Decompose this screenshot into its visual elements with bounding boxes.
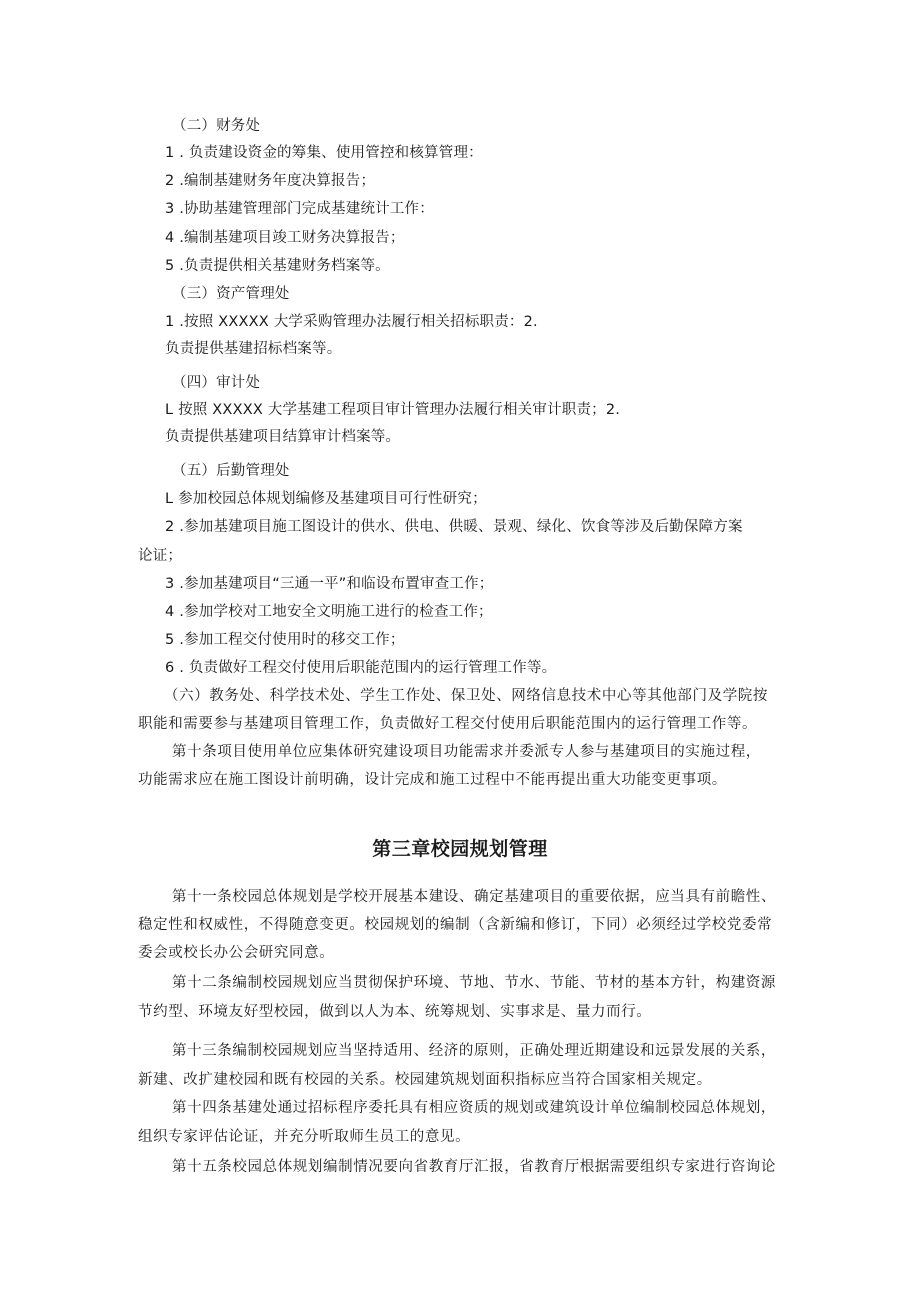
logistics-item-6: 6 . 负责做好工程交付使用后职能范围内的运行管理工作等。 [165, 660, 557, 676]
article-11-line-2: 稳定性和权威性，不得随意变更。校园规划的编制（含新编和修订，下同）必须经过学校党委常 [138, 917, 773, 933]
logistics-item-2: 2 .参加基建项目施工图设计的供水、供电、供暖、景观、绿化、饮食等涉及后勤保障方案 [165, 519, 743, 535]
section-finance-title: （二）财务处 [172, 118, 261, 134]
assets-line-1: 1 .按照 XXXXX 大学采购管理办法履行相关招标职责：2. [165, 314, 538, 330]
logistics-item-5: 5 .参加工程交付使用时的移交工作； [165, 632, 405, 648]
finance-item-2: 2 .编制基建财务年度决算报告； [165, 173, 376, 189]
logistics-item-2-cont: 论证； [138, 548, 183, 564]
logistics-item-1: L 参加校园总体规划编修及基建项目可行性研究； [165, 491, 487, 507]
article-12-line-2: 节约型、环境友好型校园，做到以人为本、统筹规划、实事求是、量力而行。 [138, 1004, 652, 1020]
article-14-line-2: 组织专家评估论证，并充分听取师生员工的意见。 [138, 1129, 471, 1145]
finance-item-4: 4 .编制基建项目竣工财务决算报告； [165, 230, 405, 246]
section-assets-title: （三）资产管理处 [172, 286, 290, 302]
article-10-line-2: 功能需求应在施工图设计前明确，设计完成和施工过程中不能再提出重大功能变更事项。 [138, 772, 727, 788]
finance-item-3: 3 .协助基建管理部门完成基建统计工作： [165, 201, 434, 217]
article-15-line-1: 第十五条校园总体规划编制情况要向省教育厅汇报，省教育厅根据需要组织专家进行咨询论 [172, 1159, 776, 1175]
audit-line-2: 负责提供基建项目结算审计档案等。 [165, 429, 401, 445]
finance-item-1: 1 . 负责建设资金的筹集、使用管控和核算管理： [165, 145, 483, 161]
section-others-line-2: 职能和需要参与基建项目管理工作，负责做好工程交付使用后职能范围内的运行管理工作等。 [138, 716, 758, 732]
audit-line-1: L 按照 XXXXX 大学基建工程项目审计管理办法履行相关审计职责；2. [165, 402, 621, 418]
finance-item-5: 5 .负责提供相关基建财务档案等。 [165, 258, 390, 274]
chapter-3-title: 第三章校园规划管理 [372, 838, 548, 860]
article-10-line-1: 第十条项目使用单位应集体研究建设项目功能需求并委派专人参与基建项目的实施过程， [172, 744, 761, 760]
section-others-line-1: （六）教务处、科学技术处、学生工作处、保卫处、网络信息技术中心等其他部门及学院按 [164, 688, 768, 704]
section-logistics-title: （五）后勤管理处 [172, 463, 290, 479]
article-13-line-1: 第十三条编制校园规划应当坚持适用、经济的原则，正确处理近期建设和远景发展的关系， [172, 1043, 776, 1059]
article-14-line-1: 第十四条基建处通过招标程序委托具有相应资质的规划或建筑设计单位编制校园总体规划， [172, 1100, 776, 1116]
logistics-item-3: 3 .参加基建项目“三通一平”和临设布置审查工作； [165, 576, 494, 592]
section-audit-title: （四）审计处 [172, 375, 261, 391]
logistics-item-4: 4 .参加学校对工地安全文明施工进行的检查工作； [165, 604, 493, 620]
article-11-line-3: 委会或校长办公会研究同意。 [138, 945, 335, 961]
article-13-line-2: 新建、改扩建校园和既有校园的关系。校园建筑规划面积指标应当符合国家相关规定。 [138, 1072, 712, 1088]
article-12-line-1: 第十二条编制校园规划应当贯彻保护环境、节地、节水、节能、节材的基本方针，构建资源 [172, 975, 776, 991]
article-11-line-1: 第十一条校园总体规划是学校开展基本建设、确定基建项目的重要依据，应当具有前瞻性、 [172, 889, 776, 905]
assets-line-2: 负责提供基建招标档案等。 [165, 341, 342, 357]
